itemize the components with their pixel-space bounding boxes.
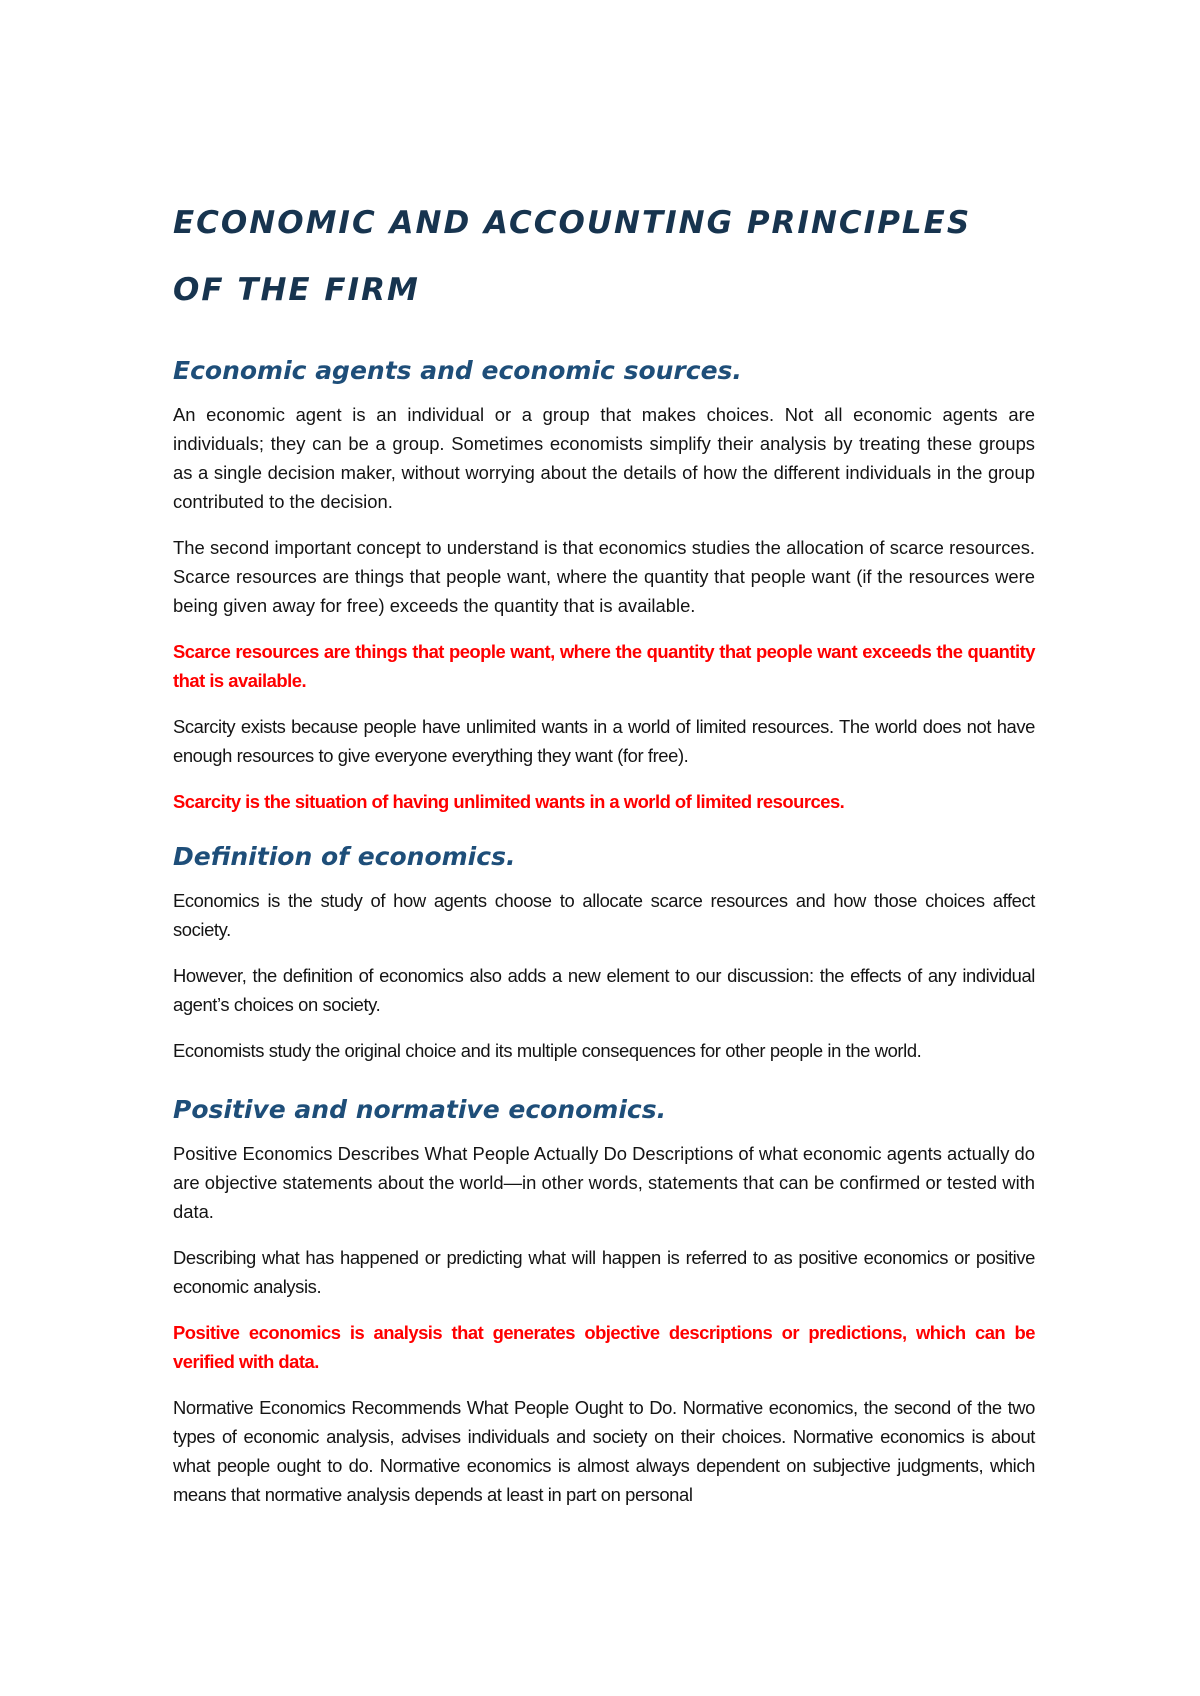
paragraph: Normative Economics Recommends What People Ought to Do. Normative economics, the second of the two types of economic analysis, advises individuals and society on their choices. Normative economics is about what people ought to do. Normative economics is almost always dependent on subjective judgments, which means that normative analysis depends at least in part on personal <box>173 1397 1035 1505</box>
paragraph: Positive Economics Describes What People Actually Do Descriptions of what economic agents actually do are objective statements about the world—in other words, statements that can be confirmed or tested with data. <box>173 1143 1035 1222</box>
paragraph: An economic agent is an individual or a group that makes choices. Not all economic agents are individuals; they can be a group. Sometimes economists simplify their analysis by treating these groups as a single decision maker, without worrying about the details of how the different individuals in the group contributed to the decision. <box>173 404 1035 512</box>
highlighted-definition: Scarcity is the situation of having unlimited wants in a world of limited resources. <box>173 791 845 812</box>
paragraph: Economists study the original choice and its multiple consequences for other people in the world. <box>173 1040 922 1061</box>
document-page <box>173 190 1035 1537</box>
section-heading: Economic agents and economic sources. <box>173 356 742 385</box>
highlighted-definition: Scarce resources are things that people want, where the quantity that people want exceeds the quantity that is available. <box>173 641 1035 691</box>
section-positive-normative <box>173 1093 1035 1509</box>
paragraph: Describing what has happened or predicting what will happen is referred to as positive economics or positive economic analysis. <box>173 1247 1035 1297</box>
paragraph: However, the definition of economics also adds a new element to our discussion: the effects of any individual agent’s choices on society. <box>173 965 1035 1015</box>
section-economic-agents <box>173 354 1035 816</box>
section-heading: Definition of economics. <box>173 842 516 871</box>
section-heading: Positive and normative economics. <box>173 1095 667 1124</box>
document-title: ECONOMIC AND ACCOUNTING PRINCIPLES OF THE FIRM <box>173 205 972 308</box>
section-definition-of-economics <box>173 840 1035 1065</box>
highlighted-definition: Positive economics is analysis that generates objective descriptions or predictions, which can be verified with data. <box>173 1322 1035 1372</box>
paragraph: The second important concept to understand is that economics studies the allocation of scarce resources. Scarce resources are things that people want, where the quantity that people want (if the resources were being given away for free) exceeds the quantity that is available. <box>173 537 1035 616</box>
paragraph: Economics is the study of how agents choose to allocate scarce resources and how those choices affect society. <box>173 890 1035 940</box>
paragraph: Scarcity exists because people have unlimited wants in a world of limited resources. The world does not have enough resources to give everyone everything they want (for free). <box>173 716 1035 766</box>
